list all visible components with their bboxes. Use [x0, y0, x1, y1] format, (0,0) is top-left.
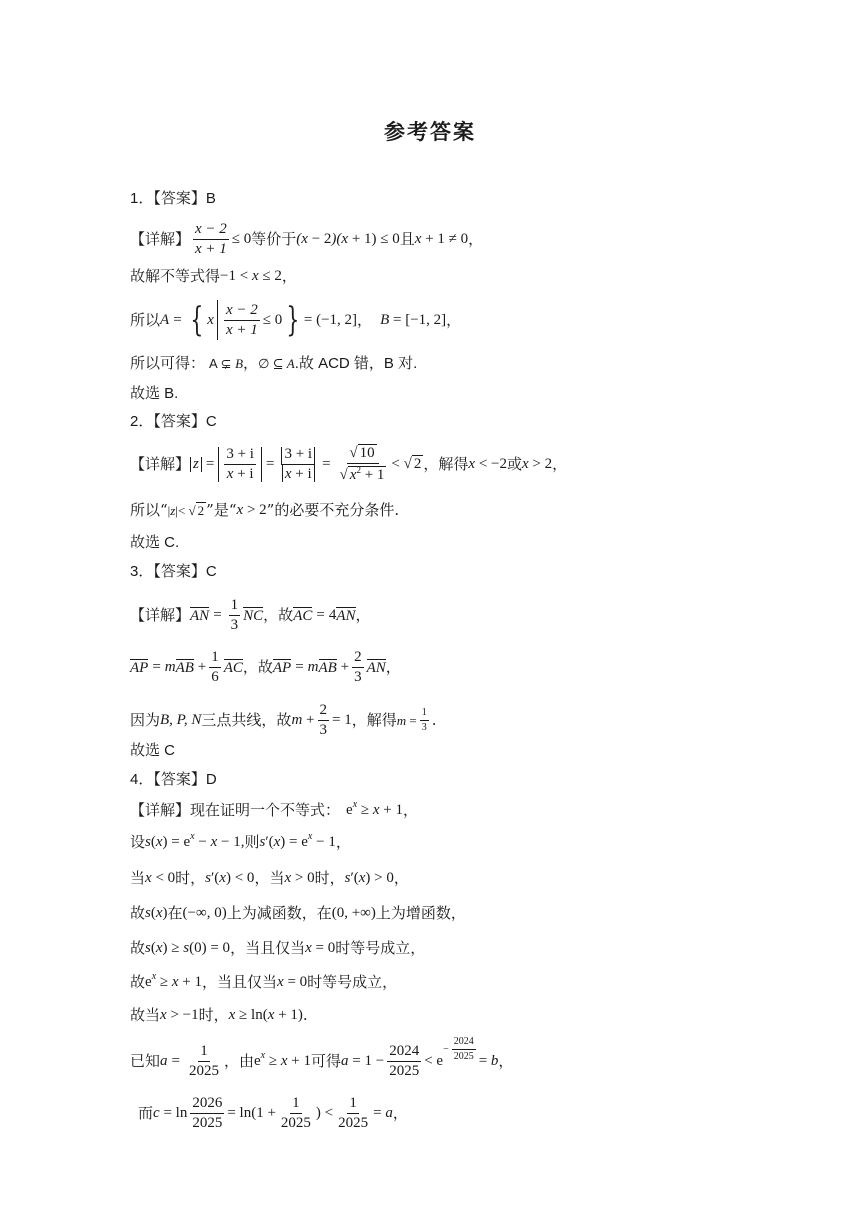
q4-when4-text: 时，	[314, 869, 345, 887]
q1-detail-tag: 【详解】	[130, 231, 191, 248]
q4-given-text: 已知	[130, 1052, 161, 1070]
q4-so3-text: 故	[130, 973, 146, 991]
q4-detail-line2: 设 $s(x) = e^x - x - 1$, 则 $s'(x) = e^x - 1$ ，	[130, 831, 351, 851]
q3-because-text: 因为	[130, 711, 161, 729]
q3-therefore2-text: ，故	[242, 658, 273, 676]
q4-detail-line8: 已知 a = $\frac{1}{2025}$ ，由 $e^x \ge x + 1$ 可得 a = 1 − $\frac{2024}{2025}$ < e − $\frac{2024}{2025}$ = b ，	[130, 1036, 514, 1079]
q4-let-text: 设	[130, 833, 146, 851]
q3-detail-tag: 【详解】	[130, 607, 191, 624]
q1-acd-text: .故 ACD 错，B 对.	[294, 355, 418, 372]
q4-iff2-text: ，当且仅当	[202, 973, 278, 991]
q4-increasing-text: 上为增函数，	[375, 904, 466, 922]
q3-solve-text: ，解得	[351, 711, 397, 729]
q2-so-text: 所以“	[130, 501, 168, 519]
q1-detail-line2: 故解不等式得 −1 < x ≤ 2 ，	[130, 267, 297, 285]
q3-detail-line3: 因为 B, P, N 三点共线，故 m + $\frac{2}{3}$ = 1 ，解得 m = $\frac{1}{3}$ .	[130, 702, 437, 738]
q3-answer: 3．【答案】C	[130, 563, 217, 580]
q1-detail-line1: 【详解】 $\frac{x - 2}{x + 1}$ ≤ 0 等价于 (x − 2)(x + 1) ≤ 0 且 x + 1 ≠ 0 ，	[130, 221, 484, 257]
q3-collinear-text: 三点共线，故	[201, 711, 292, 729]
q2-answer: 2．【答案】C	[130, 413, 217, 430]
q1-solve-text: 故解不等式得	[130, 267, 221, 285]
q2-is-text: ”是“	[206, 501, 237, 519]
q4-when3-text: ，当	[254, 869, 285, 887]
q4-when5-text: 时，	[198, 1006, 229, 1024]
q2-solve-text: ，解得	[423, 455, 469, 473]
q1-answer: 1．【答案】B	[130, 190, 216, 207]
q4-while-text: 而	[138, 1104, 154, 1122]
q4-so-text: 故	[130, 904, 146, 922]
q4-detail-line4: 故 s(x) 在 (−∞, 0) 上为减函数，在 (0, +∞) 上为增函数，	[130, 904, 466, 922]
q4-detail-line5: 故 s(x) ≥ s(0) = 0 ，当且仅当 x = 0 时等号成立，	[130, 939, 426, 957]
q4-detail-line6: 故 $e^x \ge x + 1$ ，当且仅当 x = 0 时等号成立，	[130, 971, 398, 991]
q4-equality2-text: 时等号成立，	[307, 973, 398, 991]
q4-detail-line1: 【详解】现在证明一个不等式： $e^x \ge x + 1$ ，	[130, 799, 419, 819]
q4-then-text: 则	[244, 833, 260, 851]
q2-or-text: 或	[506, 455, 522, 473]
q3-therefore-text: ，故	[263, 606, 294, 624]
q2-condition-text: ”的必要不充分条件.	[266, 501, 400, 519]
q4-on-text: 在	[167, 904, 183, 922]
q4-so2-text: 故	[130, 939, 146, 957]
q3-detail-line1: 【详解】 AN = $\frac{1}{3}$ NC ，故 AC = 4 AN ，	[130, 597, 371, 633]
q1-conclude-text: 所以可得：	[130, 354, 206, 372]
q1-detail-line4: 所以可得： A ⊊ B ， ∅ ⊆ A .故 ACD 错，B 对.	[130, 354, 418, 372]
q4-detail-line7: 故当 x > −1 时， x ≥ ln(x + 1) .	[130, 1006, 308, 1024]
q4-intro-text: 【详解】现在证明一个不等式：	[130, 801, 341, 819]
q1-detail-line3: 所以 A = { x $\frac{x - 2}{x + 1}$ ≤ 0 } = (−1, 2] ， B = [−1, 2] ，	[130, 300, 462, 340]
q1-so-text: 所以	[130, 310, 161, 329]
q2-detail-line1: 【详解】 z = $\frac{3 + i}{x + i}$ = $\frac{3 + i}{x + i}$ = $\frac{√ 10}{√ x^2 + 1}$ < √ 2 ，解得 x < −2 或 x > 2 ，	[130, 445, 568, 483]
q4-detail-line9: 而 c = ln $\frac{2026}{2025}$ = ln(1 + $\frac{1}{2025}$ ) < $\frac{1}{2025}$ = a ，	[138, 1095, 408, 1131]
q4-from-text: ，由	[223, 1052, 254, 1070]
q4-iff-text: ，当且仅当	[230, 939, 306, 957]
q1-equiv-text: 等价于	[251, 230, 297, 248]
q4-when-text: 当	[130, 869, 146, 887]
q4-hence-text: 故当	[130, 1006, 161, 1024]
q4-detail-line3: 当 x < 0 时， s′(x) < 0 ，当 x > 0 时， s′(x) > 0 ，	[130, 869, 409, 887]
q2-detail-tag: 【详解】	[130, 456, 191, 473]
q4-get-text: 可得	[311, 1052, 342, 1070]
q2-detail-line2: 所以“ |z|< √ 2 ”是“ x > 2 ”的必要不充分条件.	[130, 501, 400, 519]
q4-equality-text: 时等号成立，	[335, 939, 426, 957]
q4-when2-text: 时，	[175, 869, 206, 887]
q2-choice: 故选 C.	[130, 534, 180, 551]
q3-choice: 故选 C	[130, 742, 176, 759]
page-title: 参考答案	[384, 120, 476, 144]
q3-detail-line2: AP = m AB + $\frac{1}{6}$ AC ，故 AP = m AB + $\frac{2}{3}$ AN ，	[130, 649, 401, 685]
q4-answer: 4．【答案】D	[130, 771, 217, 788]
q1-and-text: 且	[399, 230, 415, 248]
q1-choice: 故选 B.	[130, 385, 179, 402]
q4-decreasing-text: 上为减函数，在	[226, 904, 332, 922]
